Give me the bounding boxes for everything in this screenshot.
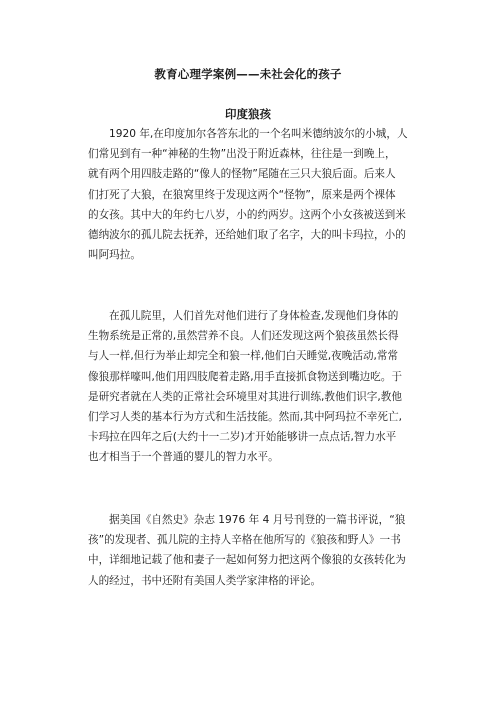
paragraph-line: 生物系统是正常的,虽然营养不良。人们还发现这两个狼孩虽然长得: [88, 330, 399, 343]
paragraph-line: 叫阿玛拉。: [88, 249, 141, 262]
paragraph-2: [88, 306, 432, 468]
paragraph-line: 中，详细地记载了他和妻子一起如何努力把这两个像狼的女孩转化为: [88, 554, 406, 567]
paragraph-line: 像狼那样嚎叫,他们用四肢爬着走路,用手直接抓食物送到嘴边吃。于: [88, 370, 402, 383]
paragraph-line: 孩”的发现者、孤儿院的主持人辛格在他所写的《狼孩和野人》一书: [88, 534, 401, 547]
paragraph-3: [88, 510, 432, 591]
paragraph-line: 也才相当于一个普通的婴儿的智力水平。: [88, 451, 279, 464]
paragraph-line: 们常见到有一种“神秘的生物”出没于附近森林，往往是一到晚上，: [88, 148, 396, 161]
paragraph-line: 卡玛拉在四年之后(大约十一二岁)才开始能够讲一点点话,智力水平: [88, 431, 397, 444]
paragraph-line: 与人一样,但行为举止却完全和狼一样,他们白天睡觉,夜晚活动,常常: [88, 350, 399, 363]
paragraph-line: 就有两个用四肢走路的“像人的怪物”尾随在三只大狼后面。后来人: [88, 168, 396, 181]
paragraph-line: 据美国《自然史》杂志 1976 年 4 月号刊登的一篇书评说，“狼: [109, 514, 406, 526]
paragraph-line: 1920 年,在印度加尔各答东北的一个名叫米德纳波尔的小城，人: [109, 128, 408, 140]
paragraph-line: 们学习人类的基本行为方式和生活技能。然而,其中阿玛拉不幸死亡,: [88, 411, 402, 424]
paragraph-line: 的女孩。其中大的年约七八岁，小的约两岁。这两个小女孩被送到米: [88, 208, 406, 221]
document-title: 教育心理学案例——未社会化的孩子: [154, 67, 342, 81]
paragraph-line: 德纳波尔的孤儿院去抚养，还给她们取了名字，大的叫卡玛拉，小的: [88, 229, 406, 242]
paragraph-line: 人的经过，书中还附有美国人类学家津格的评论。: [88, 574, 322, 587]
paragraph-line: 在孤儿院里，人们首先对他们进行了身体检查,发现他们身体的: [109, 310, 399, 322]
paragraph-1: [88, 124, 432, 265]
paragraph-line: 是研究者就在人类的正常社会环境里对其进行训练,教他们识字,教他: [88, 390, 402, 403]
section-title: 印度狼孩: [225, 107, 271, 121]
paragraph-line: 们打死了大狼，在狼窝里终于发现这两个“怪物”，原来是两个裸体: [88, 188, 396, 201]
